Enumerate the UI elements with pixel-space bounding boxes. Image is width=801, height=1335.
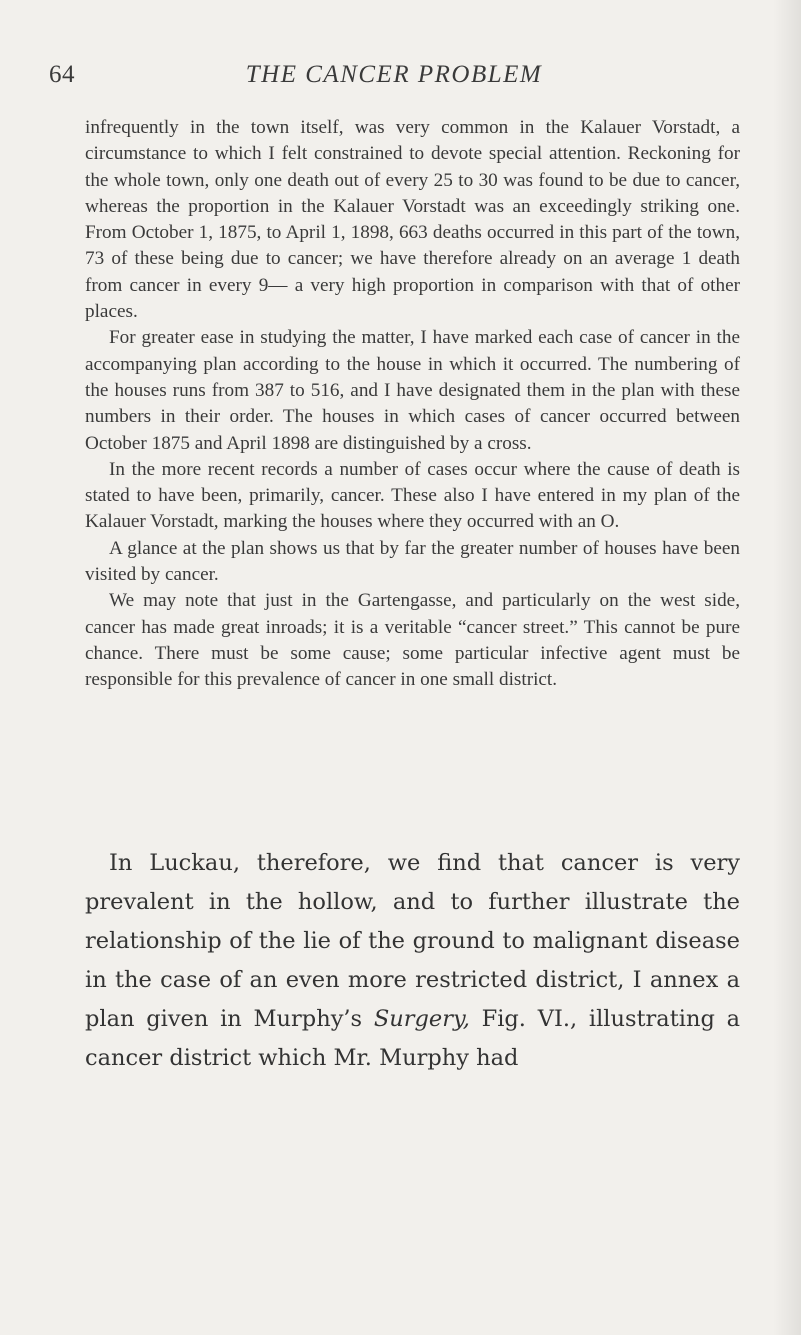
- running-head: THE CANCER PROBLEM: [245, 61, 543, 88]
- large-paragraph: [85, 844, 740, 1078]
- page-header: [49, 60, 739, 90]
- paragraph-5: We may note that just in the Gartengasse, and particularly on the west side, cancer has made great inroads; it is a veritable “cancer street.” This cannot be pure chance. There must be some cause; some particular infective agent must be responsible for this prevalence of cancer in one small district.: [85, 590, 740, 691]
- book-title-surgery: Surgery,: [373, 1006, 470, 1032]
- paragraph-4: A glance at the plan shows us that by far the greater number of houses have been visited by cancer.: [85, 537, 740, 586]
- large-text-part-1: In Luckau, therefore, we find that cancer is very prevalent in the hollow, and to further illustrate the relationship of the lie of the ground to malignant disease in the case of an even more restricted district, I annex a plan given in Murphy’s: [85, 850, 740, 1032]
- page-edge-shadow: [773, 0, 801, 1335]
- body-text: [85, 115, 740, 694]
- paragraph-2: For greater ease in studying the matter, I have marked each case of cancer in the accompanying plan according to the house in which it occurred. The numbering of the houses runs from 387 to 516, and I have designated them in the plan with these numbers in their order. The houses in which cases of cancer occurred between October 1875 and April 1898 are distinguished by a cross.: [85, 327, 740, 454]
- paragraph-1: infrequently in the town itself, was very common in the Kalauer Vorstadt, a circumstance to which I felt constrained to devote special attention. Reckoning for the whole town, only one death out of every 25 to 30 was found to be due to cancer, whereas the proportion in the Kalauer Vorstadt was an exceedingly striking one. From October 1, 1875, to April 1, 1898, 663 deaths occurred in this part of the town, 73 of these being due to cancer; we have therefore already on an average 1 death from cancer in every 9— a very high proportion in comparison with that of other places.: [85, 117, 740, 323]
- page-number: 64: [49, 61, 75, 88]
- paragraph-3: In the more recent records a number of cases occur where the cause of death is stated to have been, primarily, cancer. These also I have entered in my plan of the Kalauer Vorstadt, marking the houses where they occurred with an O.: [85, 458, 740, 533]
- large-text-part-2: Fig. VI., illustrating a cancer district which Mr. Murphy had: [85, 1006, 740, 1071]
- large-type-passage: [85, 844, 740, 1078]
